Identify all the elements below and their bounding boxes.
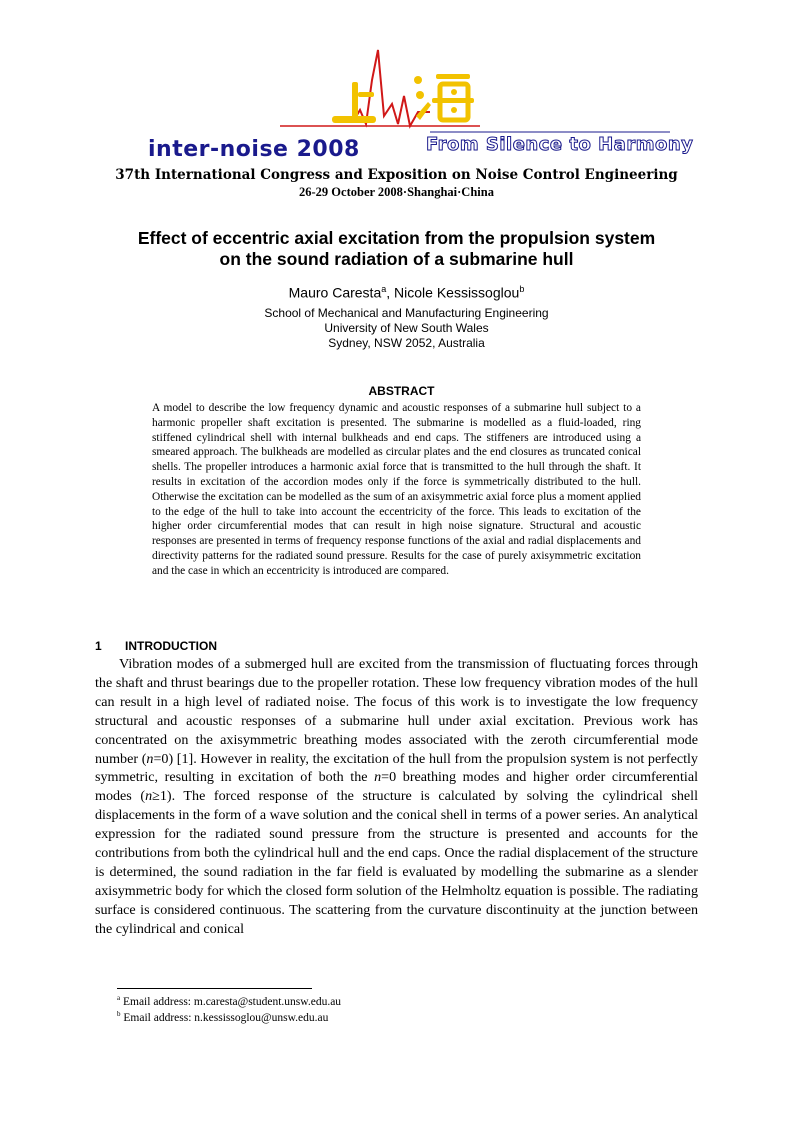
section-number: 1 <box>95 639 102 653</box>
paper-title-line-2: on the sound radiation of a submarine hull <box>219 249 574 269</box>
paper-title <box>100 228 693 270</box>
footnote <box>117 1010 328 1024</box>
paper-title-line-1: Effect of eccentric axial excitation from the propulsion system <box>137 228 656 248</box>
mode-symbol: n <box>146 750 154 767</box>
affiliation-line: Sydney, NSW 2052, Australia <box>328 336 485 350</box>
affiliation-line: University of New South Wales <box>324 321 489 335</box>
footnote-text: Email address: m.caresta@student.unsw.edu.au <box>120 995 342 1008</box>
footnote-mark: a <box>117 994 121 1002</box>
author-affiliation-mark: b <box>519 284 525 294</box>
author-affiliation-mark: a <box>381 284 387 294</box>
calligraphy-hai-icon <box>414 74 474 120</box>
congress-title: 37th International Congress and Exposition on Noise Control Engineering <box>115 167 678 183</box>
mode-symbol: n <box>374 769 382 786</box>
author-name: Mauro Caresta <box>288 284 382 301</box>
abstract-body: A model to describe the low frequency dynamic and acoustic responses of a submarine hull subject to a harmonic propeller shaft excitation is presented. The submarine is modelled as a fluid-loaded, ring stiffened cylindrical shell with internal bulkheads and end caps. The stiffeners are introduced using a smeared approach. The bulkheads are modelled as circular plates and the end closures as truncated conical shells. The propeller introduces a harmonic axial force that is transmitted to the hull through the shaft. It results in excitation of the accordion modes only if the force is symmetrically distributed to the hull. Otherwise the excitation can be modelled as the sum of an axisymmetric axial force plus a moment applied to the edge of the hull to take into account the eccentricity of the force. This leads to excitation of the higher order circumferential modes that can result in high noise signature. Structural and acoustic responses are presented in terms of frequency response functions of the axial and radial displacements and directivity patterns for the radiated sound pressure. Results for the case of purely axisymmetric excitation and the case in which an eccentricity is introduced are compared. <box>152 402 641 577</box>
author-list <box>0 284 793 301</box>
footnote-rule <box>117 988 312 989</box>
introduction-paragraph: Vibration modes of a submerged hull are excited from the transmission of fluctuating forces through the shaft and thrust bearings due to the propeller rotation. These low frequency vibration modes of the hull can result in a high level of radiated noise. The focus of this work is to investigate the low frequency structural and acoustic responses of a submarine hull under axial excitation. Previous work has concentrated on the axisymmetric breathing modes associated with the zeroth circumferential mode number (n=0) [1]. However in reality, the excitation of the hull from the propulsion system is not perfectly symmetric, resulting in excitation of both the n=0 breathing modes and higher order circumferential modes (n≥1). The forced response of the structure is calculated by solving the cylindrical shell displacements in the form of a wave solution and the conical shell in terms of a power series. An analytical expression for the radiated sound pressure from the structure is presented and accounts for the contributions from both the cylindrical hull and the end caps. Once the radial displacement of the structure is determined, the sound radiation in the far field is evaluated by modelling the submarine as a slender axisymmetric body for which the closed form solution of the Helmholtz equation is possible. The radiating surface is considered continuous. The scattering from the curvature discontinuity at the junction between the cylindrical and conical <box>95 656 698 937</box>
section-title: INTRODUCTION <box>125 639 217 653</box>
conference-name: inter-noise 2008 <box>148 137 360 162</box>
footnote-text: Email address: n.kessissoglou@unsw.edu.au <box>120 1011 329 1024</box>
conference-motto: From Silence to Harmony <box>426 134 694 155</box>
section-heading <box>95 639 217 653</box>
footnote <box>117 994 341 1008</box>
affiliation-line: School of Mechanical and Manufacturing Engineering <box>264 306 549 320</box>
conference-logo <box>140 40 694 165</box>
footnote-mark: b <box>117 1010 121 1018</box>
conference-dates: 26-29 October 2008·Shanghai·China <box>299 185 494 199</box>
abstract-heading: ABSTRACT <box>368 384 435 398</box>
author-separator: , <box>386 284 395 301</box>
mode-symbol: n <box>145 788 153 805</box>
author-name: Nicole Kessissoglou <box>394 284 520 301</box>
